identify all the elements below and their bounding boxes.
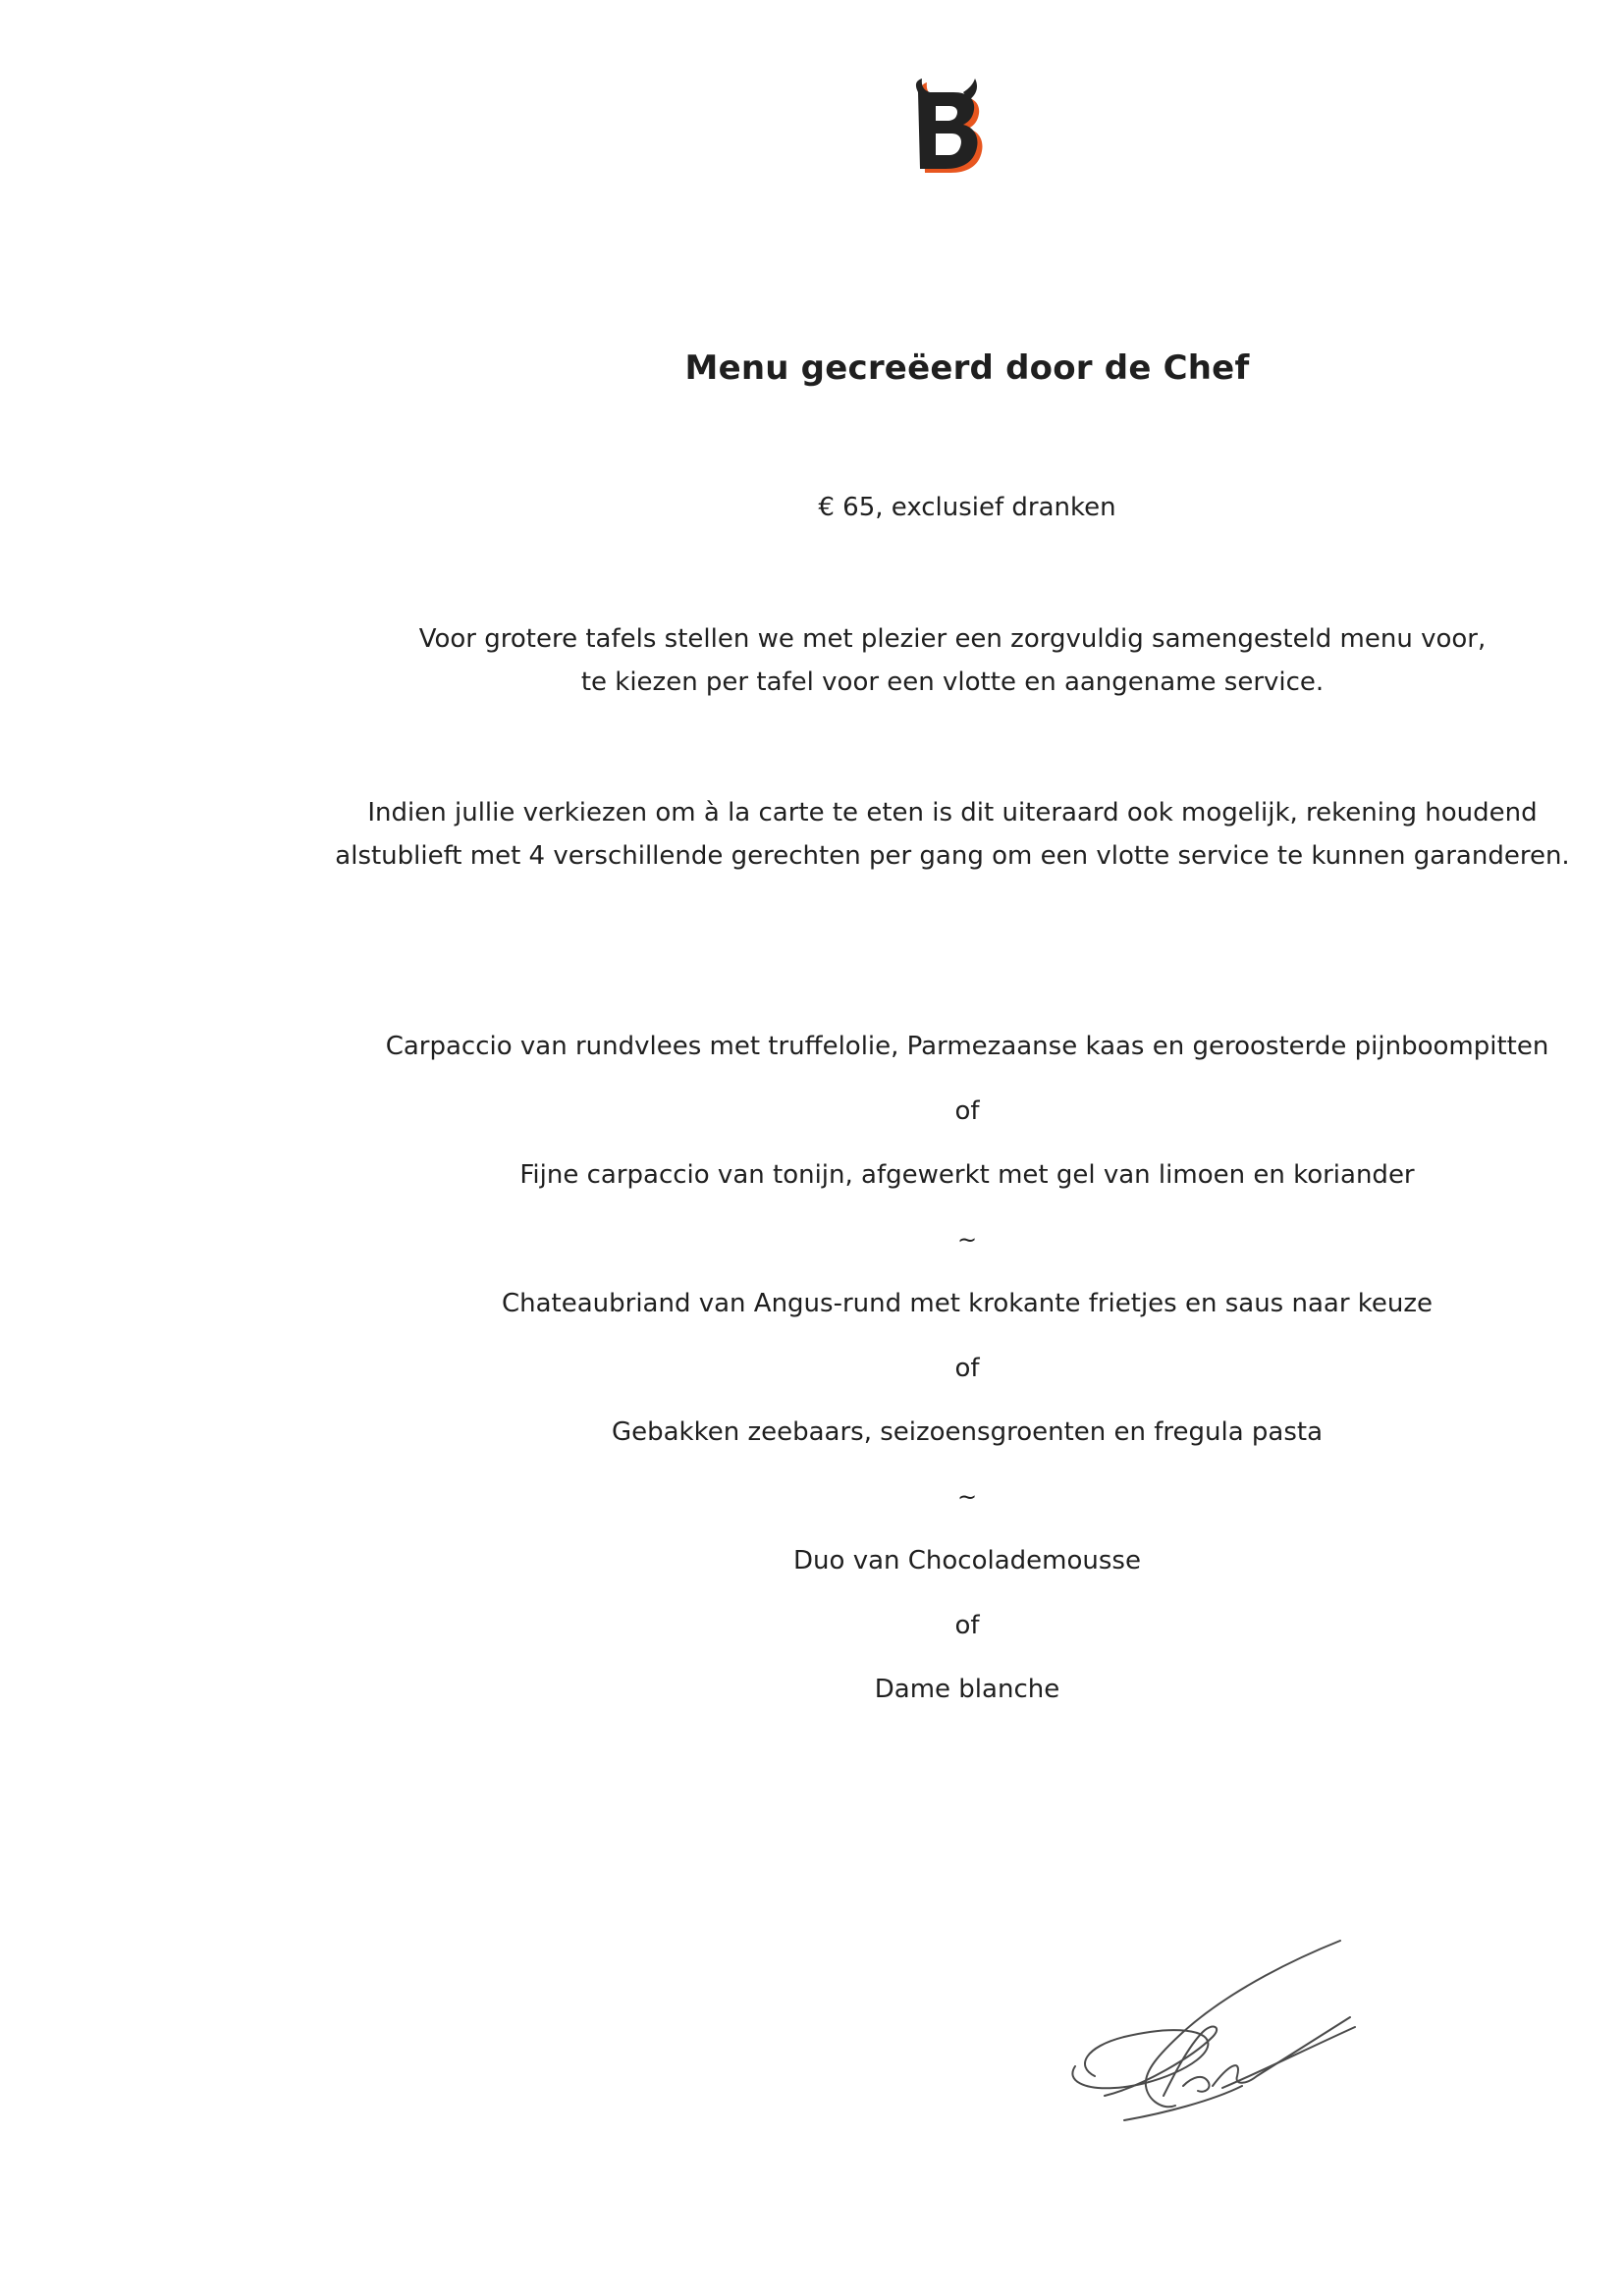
menu-courses-list xyxy=(0,1029,1624,1736)
menu-course-separator: ~ xyxy=(956,1482,978,1511)
intro-paragraph-a-la-carte xyxy=(295,791,1610,878)
intro-paragraph-line: te kiezen per tafel voor een vlotte en aangename service. xyxy=(580,667,1325,697)
menu-or-separator: of xyxy=(954,1610,980,1640)
menu-dish: Fijne carpaccio van tonijn, afgewerkt met gel van limoen en koriander xyxy=(519,1160,1415,1190)
menu-dish: Duo van Chocolademousse xyxy=(793,1546,1141,1575)
menu-dish: Carpaccio van rundvlees met truffelolie, Parmezaanse kaas en geroosterde pijnboompitten xyxy=(385,1032,1549,1061)
intro-paragraph-line: Indien jullie verkiezen om à la carte te eten is dit uiteraard ook mogelijk, rekening houdend xyxy=(367,798,1538,828)
price-note: € 65, exclusief dranken xyxy=(818,493,1116,522)
menu-or-separator: of xyxy=(954,1095,980,1126)
menu-dish: Gebakken zeebaars, seizoensgroenten en fregula pasta xyxy=(611,1417,1324,1447)
page-title: Menu gecreëerd door de Chef xyxy=(684,348,1250,388)
menu-or-separator: of xyxy=(954,1353,980,1383)
intro-paragraph-large-tables xyxy=(295,617,1610,704)
handwritten-signature-icon xyxy=(1065,1939,1360,2135)
menu-dish: Chateaubriand van Angus-rund met krokante frietjes en saus naar keuze xyxy=(501,1289,1434,1318)
bull-horns-letter-b-logo-icon xyxy=(908,79,987,173)
intro-paragraph-line: alstublieft met 4 verschillende gerechten per gang om een vlotte service te kunnen garanderen. xyxy=(335,841,1570,871)
menu-course-separator: ~ xyxy=(956,1225,978,1254)
menu-dish: Dame blanche xyxy=(874,1675,1060,1704)
intro-paragraph-line: Voor grotere tafels stellen we met plezier een zorgvuldig samengesteld menu voor, xyxy=(418,624,1487,654)
